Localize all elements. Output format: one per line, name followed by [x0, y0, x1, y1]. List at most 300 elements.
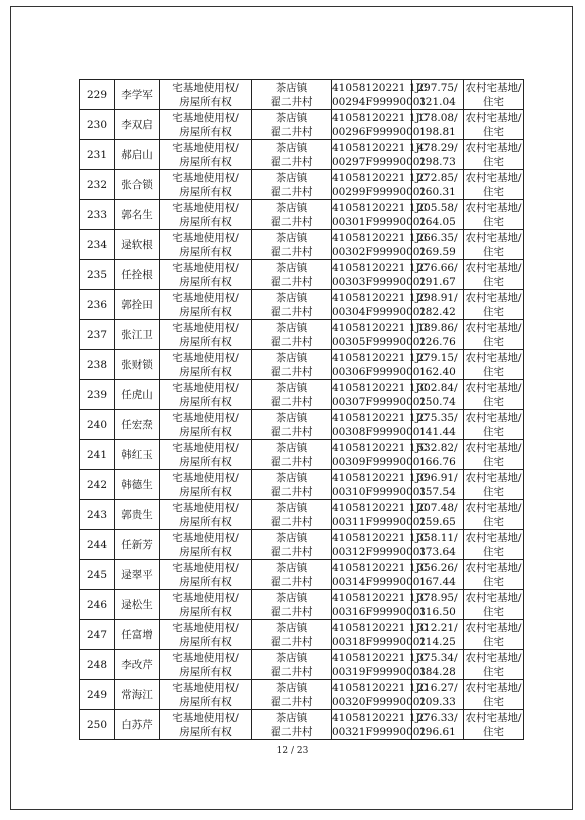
right-type-line-1: 宅基地使用权/ [172, 501, 239, 514]
land-use-line-2: 住宅 [483, 395, 504, 408]
right-type-line-2: 房屋所有权 [179, 185, 232, 198]
unit-code-line-2: 00310F99990001 [332, 485, 427, 498]
land-use-cell [464, 530, 524, 560]
unit-code-line-1: 41058120221 1JC [332, 411, 428, 424]
land-use-line-2: 住宅 [483, 335, 504, 348]
land-use-line-1: 农村宅基地/ [465, 501, 522, 514]
location-line-1: 茶店镇 [275, 411, 308, 424]
right-type-line-2: 房屋所有权 [179, 245, 232, 258]
area-line-2: 291.67 [419, 275, 456, 288]
row-number-cell: 231 [80, 140, 115, 170]
location-line-1: 茶店镇 [275, 171, 308, 184]
right-type-line-1: 宅基地使用权/ [172, 261, 239, 274]
right-type-cell [160, 350, 252, 380]
owner-name-cell: 任拴根 [115, 260, 160, 290]
land-use-line-1: 农村宅基地/ [465, 411, 522, 424]
area-line-1: 276.33/ [417, 711, 458, 724]
area-line-1: 205.58/ [417, 201, 458, 214]
location-cell [252, 140, 332, 170]
location-line-2: 翟二井村 [270, 215, 313, 228]
land-use-line-1: 农村宅基地/ [465, 111, 522, 124]
area-line-2: 373.64 [419, 545, 456, 558]
area-cell [412, 170, 464, 200]
unit-code-line-2: 00318F99990001 [332, 635, 427, 648]
location-line-1: 茶店镇 [275, 321, 308, 334]
land-use-line-1: 农村宅基地/ [465, 591, 522, 604]
page-number: 12 / 23 [276, 746, 309, 756]
location-line-2: 翟二井村 [270, 575, 313, 588]
table-row [80, 110, 524, 140]
right-type-cell [160, 440, 252, 470]
location-cell [252, 350, 332, 380]
owner-name-cell: 任宏焘 [115, 410, 160, 440]
location-line-2: 翟二井村 [270, 95, 313, 108]
unit-code-line-1: 41058120221 1JC [332, 471, 428, 484]
land-use-line-2: 住宅 [483, 455, 504, 468]
location-line-1: 茶店镇 [275, 351, 308, 364]
land-use-line-1: 农村宅基地/ [465, 171, 522, 184]
row-number-cell: 236 [80, 290, 115, 320]
land-use-line-1: 农村宅基地/ [465, 261, 522, 274]
unit-code-line-1: 41058120221 1JC [332, 201, 428, 214]
area-cell [412, 380, 464, 410]
unit-code-line-2: 00308F99990001 [332, 425, 427, 438]
location-line-2: 翟二井村 [270, 485, 313, 498]
owner-name-cell: 李改芹 [115, 650, 160, 680]
table-row [80, 500, 524, 530]
unit-code-line-1: 41058120221 1JC [332, 141, 428, 154]
unit-code-cell [332, 410, 428, 440]
area-line-2: 259.65 [419, 515, 456, 528]
unit-code-cell [332, 140, 428, 170]
right-type-line-1: 宅基地使用权/ [172, 141, 239, 154]
table-row [80, 80, 524, 110]
area-line-2: 198.81 [419, 125, 456, 138]
location-line-1: 茶店镇 [275, 711, 308, 724]
unit-code-cell [332, 710, 428, 740]
row-number-cell: 249 [80, 680, 115, 710]
right-type-line-2: 房屋所有权 [179, 545, 232, 558]
land-use-cell [464, 710, 524, 740]
area-line-1: 375.34/ [417, 651, 458, 664]
unit-code-line-2: 00311F99990001 [332, 515, 427, 528]
unit-code-cell [332, 530, 428, 560]
location-line-1: 茶店镇 [275, 561, 308, 574]
area-line-2: 226.76 [419, 335, 456, 348]
right-type-line-1: 宅基地使用权/ [172, 321, 239, 334]
unit-code-line-2: 00305F99990001 [332, 335, 427, 348]
land-use-line-2: 住宅 [483, 545, 504, 558]
location-line-2: 翟二井村 [270, 275, 313, 288]
location-line-1: 茶店镇 [275, 471, 308, 484]
right-type-line-1: 宅基地使用权/ [172, 231, 239, 244]
land-use-line-1: 农村宅基地/ [465, 351, 522, 364]
area-cell [412, 320, 464, 350]
land-use-line-1: 农村宅基地/ [465, 651, 522, 664]
unit-code-cell [332, 650, 428, 680]
right-type-cell [160, 110, 252, 140]
unit-code-line-2: 00299F99990001 [332, 185, 427, 198]
land-use-cell [464, 230, 524, 260]
right-type-line-2: 房屋所有权 [179, 695, 232, 708]
row-number-cell: 233 [80, 200, 115, 230]
right-type-line-1: 宅基地使用权/ [172, 81, 239, 94]
owner-name-cell: 郭拴田 [115, 290, 160, 320]
land-use-line-2: 住宅 [483, 485, 504, 498]
location-line-2: 翟二井村 [270, 635, 313, 648]
owner-name-cell: 任新芳 [115, 530, 160, 560]
right-type-cell [160, 320, 252, 350]
unit-code-line-1: 41058120221 1JC [332, 621, 428, 634]
land-use-line-2: 住宅 [483, 185, 504, 198]
table-row [80, 140, 524, 170]
unit-code-cell [332, 290, 428, 320]
unit-code-line-2: 00320F99990001 [332, 695, 427, 708]
land-use-cell [464, 320, 524, 350]
location-line-1: 茶店镇 [275, 681, 308, 694]
location-cell [252, 110, 332, 140]
area-line-1: 358.11/ [417, 531, 458, 544]
land-use-line-2: 住宅 [483, 635, 504, 648]
table-row [80, 380, 524, 410]
unit-code-line-1: 41058120221 1JC [332, 231, 428, 244]
unit-code-line-1: 41058120221 1JC [332, 681, 428, 694]
area-line-1: 478.29/ [417, 141, 458, 154]
right-type-line-2: 房屋所有权 [179, 215, 232, 228]
location-line-1: 茶店镇 [275, 651, 308, 664]
land-use-line-2: 住宅 [483, 215, 504, 228]
unit-code-line-1: 41058120221 1JC [332, 171, 428, 184]
area-line-1: 275.35/ [417, 411, 458, 424]
right-type-cell [160, 530, 252, 560]
land-use-line-1: 农村宅基地/ [465, 441, 522, 454]
location-line-1: 茶店镇 [275, 531, 308, 544]
location-cell [252, 590, 332, 620]
right-type-cell [160, 290, 252, 320]
right-type-line-1: 宅基地使用权/ [172, 201, 239, 214]
right-type-line-2: 房屋所有权 [179, 635, 232, 648]
owner-name-cell: 郝启山 [115, 140, 160, 170]
location-cell [252, 200, 332, 230]
right-type-cell [160, 380, 252, 410]
owner-name-cell: 韩德生 [115, 470, 160, 500]
area-line-1: 396.91/ [417, 471, 458, 484]
right-type-cell [160, 470, 252, 500]
registry-table [79, 79, 524, 740]
table-row [80, 470, 524, 500]
right-type-line-1: 宅基地使用权/ [172, 651, 239, 664]
land-use-line-1: 农村宅基地/ [465, 141, 522, 154]
right-type-line-2: 房屋所有权 [179, 605, 232, 618]
right-type-line-2: 房屋所有权 [179, 125, 232, 138]
location-cell [252, 410, 332, 440]
right-type-cell [160, 200, 252, 230]
row-number-cell: 230 [80, 110, 115, 140]
land-use-cell [464, 80, 524, 110]
land-use-cell [464, 560, 524, 590]
right-type-cell [160, 560, 252, 590]
land-use-line-2: 住宅 [483, 365, 504, 378]
location-cell [252, 680, 332, 710]
area-line-2: 167.44 [419, 575, 456, 588]
land-use-cell [464, 680, 524, 710]
location-line-1: 茶店镇 [275, 261, 308, 274]
owner-name-cell: 张江卫 [115, 320, 160, 350]
row-number-cell: 248 [80, 650, 115, 680]
table-row [80, 230, 524, 260]
unit-code-cell [332, 590, 428, 620]
right-type-cell [160, 650, 252, 680]
owner-name-cell: 郭名生 [115, 200, 160, 230]
right-type-line-1: 宅基地使用权/ [172, 711, 239, 724]
area-line-1: 356.26/ [417, 561, 458, 574]
unit-code-line-2: 00314F99990001 [332, 575, 427, 588]
unit-code-cell [332, 320, 428, 350]
location-line-2: 翟二井村 [270, 395, 313, 408]
right-type-line-2: 房屋所有权 [179, 365, 232, 378]
area-line-1: 276.66/ [417, 261, 458, 274]
unit-code-cell [332, 380, 428, 410]
area-line-1: 312.21/ [417, 621, 458, 634]
area-line-2: 209.33 [419, 695, 456, 708]
table-row [80, 320, 524, 350]
unit-code-line-1: 41058120221 1JC [332, 531, 428, 544]
land-use-line-1: 农村宅基地/ [465, 681, 522, 694]
area-cell [412, 80, 464, 110]
land-use-cell [464, 260, 524, 290]
land-use-cell [464, 470, 524, 500]
location-cell [252, 470, 332, 500]
location-line-2: 翟二井村 [270, 605, 313, 618]
land-use-line-1: 农村宅基地/ [465, 201, 522, 214]
unit-code-cell [332, 440, 428, 470]
row-number-cell: 238 [80, 350, 115, 380]
land-use-line-2: 住宅 [483, 725, 504, 738]
right-type-line-1: 宅基地使用权/ [172, 291, 239, 304]
right-type-line-2: 房屋所有权 [179, 515, 232, 528]
land-use-line-2: 住宅 [483, 425, 504, 438]
unit-code-line-2: 00307F99990001 [332, 395, 427, 408]
table-row [80, 290, 524, 320]
area-line-1: 279.15/ [417, 351, 458, 364]
location-cell [252, 440, 332, 470]
land-use-line-1: 农村宅基地/ [465, 291, 522, 304]
area-line-1: 532.82/ [417, 441, 458, 454]
location-line-2: 翟二井村 [270, 425, 313, 438]
unit-code-cell [332, 500, 428, 530]
area-line-1: 272.85/ [417, 171, 458, 184]
row-number-cell: 240 [80, 410, 115, 440]
unit-code-cell [332, 680, 428, 710]
location-cell [252, 260, 332, 290]
right-type-line-2: 房屋所有权 [179, 455, 232, 468]
unit-code-cell [332, 200, 428, 230]
table-row [80, 350, 524, 380]
location-cell [252, 710, 332, 740]
location-cell [252, 530, 332, 560]
land-use-cell [464, 500, 524, 530]
right-type-line-2: 房屋所有权 [179, 155, 232, 168]
location-line-1: 茶店镇 [275, 441, 308, 454]
area-cell [412, 470, 464, 500]
unit-code-cell [332, 560, 428, 590]
area-cell [412, 500, 464, 530]
area-cell [412, 110, 464, 140]
owner-name-cell: 逯软根 [115, 230, 160, 260]
location-line-2: 翟二井村 [270, 365, 313, 378]
area-cell [412, 440, 464, 470]
land-use-line-2: 住宅 [483, 605, 504, 618]
land-use-line-1: 农村宅基地/ [465, 81, 522, 94]
unit-code-cell [332, 110, 428, 140]
area-line-1: 216.27/ [417, 681, 458, 694]
location-cell [252, 230, 332, 260]
right-type-line-2: 房屋所有权 [179, 95, 232, 108]
row-number-cell: 250 [80, 710, 115, 740]
right-type-cell [160, 260, 252, 290]
land-use-line-1: 农村宅基地/ [465, 321, 522, 334]
unit-code-line-2: 00309F99990001 [332, 455, 427, 468]
land-use-line-1: 农村宅基地/ [465, 471, 522, 484]
area-line-2: 384.28 [419, 665, 456, 678]
area-line-2: 321.04 [419, 95, 456, 108]
right-type-line-1: 宅基地使用权/ [172, 531, 239, 544]
land-use-line-2: 住宅 [483, 275, 504, 288]
right-type-line-1: 宅基地使用权/ [172, 621, 239, 634]
land-use-line-1: 农村宅基地/ [465, 231, 522, 244]
unit-code-line-1: 41058120221 1JC [332, 441, 428, 454]
unit-code-cell [332, 260, 428, 290]
area-line-1: 378.95/ [417, 591, 458, 604]
unit-code-line-2: 00303F99990001 [332, 275, 427, 288]
land-use-cell [464, 380, 524, 410]
area-line-2: 264.05 [419, 215, 456, 228]
row-number-cell: 232 [80, 170, 115, 200]
location-line-2: 翟二井村 [270, 725, 313, 738]
location-line-2: 翟二井村 [270, 695, 313, 708]
location-cell [252, 500, 332, 530]
location-cell [252, 380, 332, 410]
table-row [80, 440, 524, 470]
owner-name-cell: 逯松生 [115, 590, 160, 620]
area-cell [412, 560, 464, 590]
location-cell [252, 620, 332, 650]
location-cell [252, 170, 332, 200]
owner-name-cell: 李学军 [115, 80, 160, 110]
right-type-line-2: 房屋所有权 [179, 275, 232, 288]
right-type-line-1: 宅基地使用权/ [172, 561, 239, 574]
unit-code-line-1: 41058120221 1JC [332, 651, 428, 664]
land-use-line-2: 住宅 [483, 245, 504, 258]
right-type-line-1: 宅基地使用权/ [172, 441, 239, 454]
right-type-line-2: 房屋所有权 [179, 665, 232, 678]
land-use-cell [464, 590, 524, 620]
right-type-line-1: 宅基地使用权/ [172, 411, 239, 424]
area-line-2: 250.74 [419, 395, 456, 408]
right-type-line-1: 宅基地使用权/ [172, 351, 239, 364]
location-line-2: 翟二井村 [270, 455, 313, 468]
unit-code-line-1: 41058120221 1JC [332, 381, 428, 394]
land-use-line-2: 住宅 [483, 95, 504, 108]
table-row [80, 200, 524, 230]
location-line-1: 茶店镇 [275, 291, 308, 304]
row-number-cell: 244 [80, 530, 115, 560]
area-cell [412, 260, 464, 290]
table-row [80, 560, 524, 590]
unit-code-line-2: 00301F99990001 [332, 215, 427, 228]
row-number-cell: 242 [80, 470, 115, 500]
location-line-1: 茶店镇 [275, 231, 308, 244]
area-line-2: 214.25 [419, 635, 456, 648]
unit-code-line-1: 41058120221 1JC [332, 591, 428, 604]
unit-code-line-1: 41058120221 1JC [332, 321, 428, 334]
area-cell [412, 530, 464, 560]
area-line-2: 316.50 [419, 605, 456, 618]
owner-name-cell: 逯翠平 [115, 560, 160, 590]
land-use-cell [464, 290, 524, 320]
owner-name-cell: 韩红玉 [115, 440, 160, 470]
table-row [80, 710, 524, 740]
right-type-cell [160, 680, 252, 710]
area-line-1: 178.08/ [417, 111, 458, 124]
owner-name-cell: 常海江 [115, 680, 160, 710]
area-line-1: 302.84/ [417, 381, 458, 394]
location-line-2: 翟二井村 [270, 125, 313, 138]
land-use-line-2: 住宅 [483, 695, 504, 708]
area-cell [412, 590, 464, 620]
unit-code-cell [332, 170, 428, 200]
unit-code-line-2: 00316F99990001 [332, 605, 427, 618]
right-type-line-1: 宅基地使用权/ [172, 471, 239, 484]
right-type-line-2: 房屋所有权 [179, 425, 232, 438]
right-type-cell [160, 80, 252, 110]
location-line-2: 翟二井村 [270, 665, 313, 678]
table-row [80, 410, 524, 440]
area-line-1: 189.86/ [417, 321, 458, 334]
location-line-1: 茶店镇 [275, 111, 308, 124]
area-line-1: 298.91/ [417, 291, 458, 304]
land-use-cell [464, 620, 524, 650]
land-use-line-2: 住宅 [483, 155, 504, 168]
owner-name-cell: 任富增 [115, 620, 160, 650]
table-row [80, 650, 524, 680]
right-type-cell [160, 140, 252, 170]
table-row [80, 620, 524, 650]
area-cell [412, 650, 464, 680]
row-number-cell: 246 [80, 590, 115, 620]
table-row [80, 590, 524, 620]
area-cell [412, 620, 464, 650]
area-cell [412, 290, 464, 320]
land-use-line-1: 农村宅基地/ [465, 531, 522, 544]
location-line-2: 翟二井村 [270, 185, 313, 198]
unit-code-line-1: 41058120221 1JC [332, 561, 428, 574]
land-use-cell [464, 200, 524, 230]
unit-code-line-1: 41058120221 1JC [332, 261, 428, 274]
row-number-cell: 229 [80, 80, 115, 110]
unit-code-cell [332, 620, 428, 650]
location-line-2: 翟二井村 [270, 305, 313, 318]
area-line-1: 297.75/ [417, 81, 458, 94]
unit-code-line-2: 00321F99990001 [332, 725, 427, 738]
owner-name-cell: 任虎山 [115, 380, 160, 410]
unit-code-line-2: 00296F99990001 [332, 125, 427, 138]
location-line-1: 茶店镇 [275, 201, 308, 214]
land-use-cell [464, 140, 524, 170]
row-number-cell: 247 [80, 620, 115, 650]
owner-name-cell: 白苏芹 [115, 710, 160, 740]
area-cell [412, 200, 464, 230]
